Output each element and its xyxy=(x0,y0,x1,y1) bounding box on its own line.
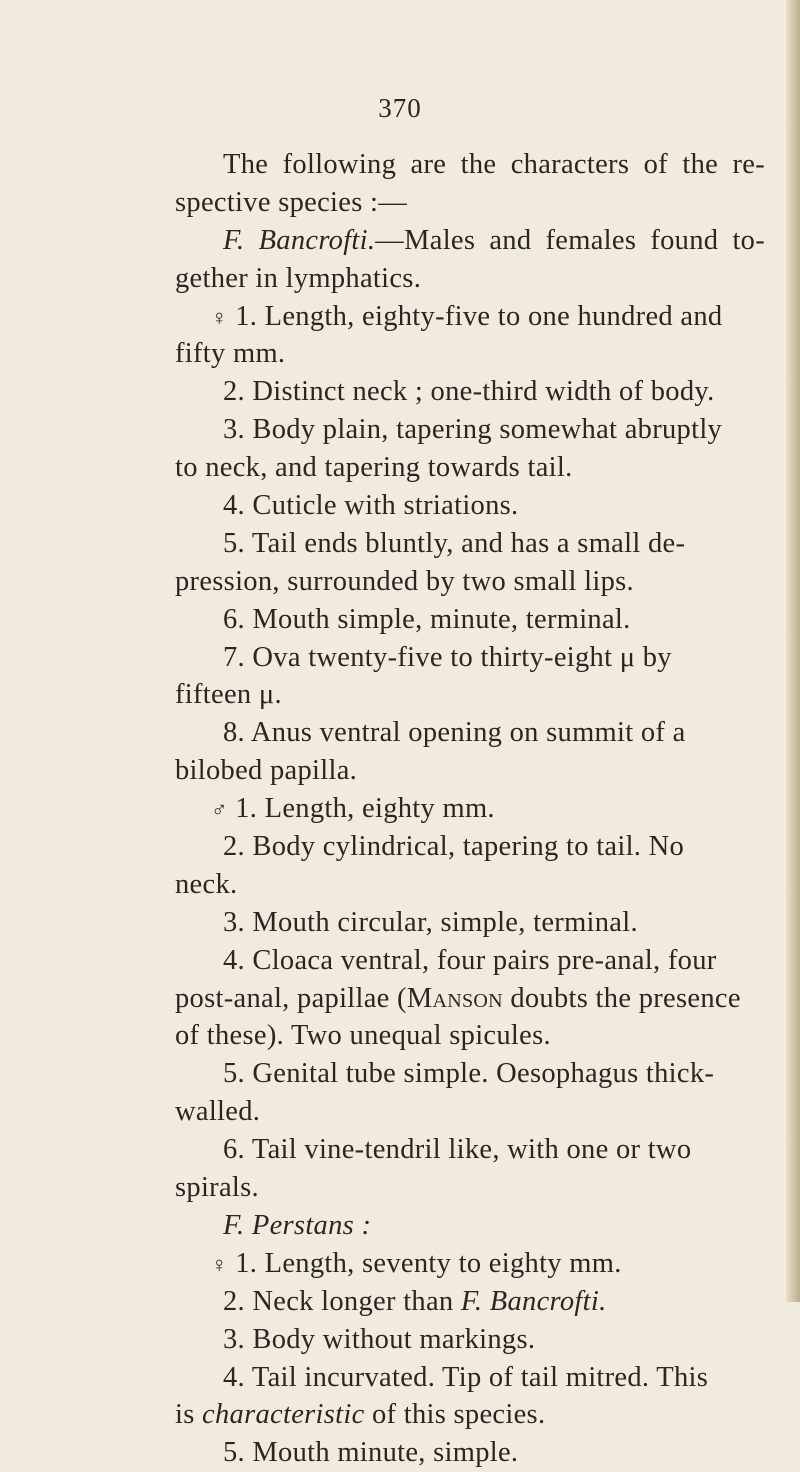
female-symbol: ♀ xyxy=(211,304,228,330)
text-fragment: 1. Length, eighty mm. xyxy=(235,793,495,825)
page-number: 370 xyxy=(378,93,422,123)
text-line xyxy=(175,298,765,336)
text-line: pression, surrounded by two small lips. xyxy=(175,565,634,597)
text-line: The following are the characters of the re- xyxy=(223,149,765,180)
author-name: Manson xyxy=(406,982,503,1014)
text-line: neck. xyxy=(175,868,238,900)
male-symbol: ♂ xyxy=(211,797,228,823)
text-line: 5. Genital tube simple. Oesophagus thick- xyxy=(223,1058,715,1090)
text-line: 8. Anus ventral opening on summit of a xyxy=(223,717,686,749)
text-line xyxy=(175,980,765,1018)
text-line: 6. Tail vine-tendril like, with one or two xyxy=(223,1134,692,1166)
text-fragment: doubts the presence xyxy=(502,982,741,1014)
text-line: fifty mm. xyxy=(175,338,286,370)
text-line: of these). Two unequal spicules. xyxy=(175,1020,551,1052)
text-fragment: —Males and females found to- xyxy=(375,224,766,256)
species-heading: F. Perstans : xyxy=(223,1209,372,1241)
text-line: spirals. xyxy=(175,1172,259,1204)
text-line: 7. Ova twenty-five to thirty-eight μ by xyxy=(223,641,672,673)
text-line: 5. Tail ends bluntly, and has a small de- xyxy=(223,527,686,559)
text-line: 4. Tail incurvated. Tip of tail mitred. This xyxy=(223,1361,709,1393)
text-line: spective species :— xyxy=(175,186,408,218)
text-line: 6. Mouth simple, minute, terminal. xyxy=(223,603,631,635)
text-fragment: 1. Length, seventy to eighty mm. xyxy=(235,1247,622,1279)
emphasis: characteristic xyxy=(202,1399,365,1431)
text-line: walled. xyxy=(175,1096,261,1128)
text-line xyxy=(175,222,765,260)
text-line: 5. Mouth minute, simple. xyxy=(223,1437,519,1469)
text-fragment: of this species. xyxy=(364,1399,546,1431)
text-line: 2. Body cylindrical, tapering to tail. No xyxy=(223,831,685,863)
text-fragment: is xyxy=(175,1399,203,1431)
text-line: bilobed papilla. xyxy=(175,755,358,787)
text-line: 4. Cuticle with striations. xyxy=(223,490,519,522)
text-line: 3. Body plain, tapering somewhat abruptly xyxy=(223,414,723,446)
text-line xyxy=(175,1245,765,1283)
text-fragment: 2. Neck longer than xyxy=(223,1285,461,1317)
text-line: 4. Cloaca ventral, four pairs pre-anal, four xyxy=(223,944,717,976)
text-fragment: post-anal, papillae ( xyxy=(175,982,407,1014)
text-line xyxy=(175,1396,765,1434)
species-name: F. Bancrofti. xyxy=(460,1285,607,1317)
page-edge xyxy=(786,0,800,1302)
body-text xyxy=(175,146,765,1472)
species-name: F. Bancrofti. xyxy=(223,224,376,256)
text-line xyxy=(175,790,765,828)
female-symbol: ♀ xyxy=(211,1251,228,1277)
text-line: to neck, and tapering towards tail. xyxy=(175,452,573,484)
text-line: 2. Distinct neck ; one-third width of body. xyxy=(223,376,715,408)
text-line: 3. Body without markings. xyxy=(223,1323,536,1355)
text-line: 3. Mouth circular, simple, terminal. xyxy=(223,906,638,938)
text-fragment: 1. Length, eighty-five to one hundred and xyxy=(235,300,723,332)
text-line: gether in lymphatics. xyxy=(175,262,422,294)
text-line: fifteen μ. xyxy=(175,679,282,711)
